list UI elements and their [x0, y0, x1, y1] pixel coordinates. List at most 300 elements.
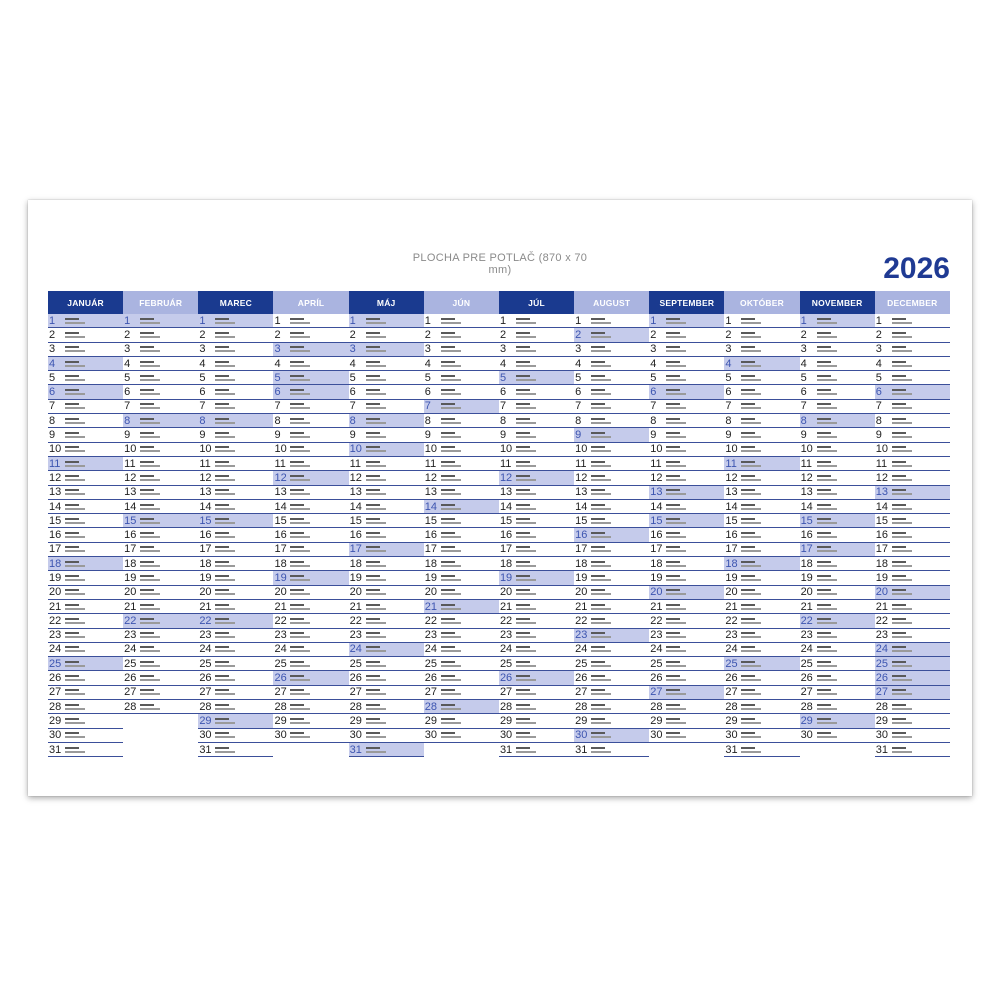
day-name-block	[288, 371, 348, 384]
day-name-block	[288, 471, 348, 484]
day-name-block	[589, 614, 649, 627]
day-number: 26	[499, 672, 513, 685]
day-name-block	[664, 528, 724, 541]
day-row	[273, 643, 348, 657]
day-number: 22	[575, 614, 588, 627]
day-name-block	[514, 629, 574, 642]
day-name-block	[213, 686, 273, 699]
day-number: 14	[875, 500, 888, 513]
day-name-block	[589, 400, 649, 413]
day-number: 11	[349, 457, 362, 470]
day-row	[499, 657, 574, 671]
day-number: 24	[274, 643, 287, 656]
day-name-block	[364, 543, 424, 556]
day-number: 3	[499, 343, 507, 356]
day-name-block	[890, 443, 950, 456]
day-row	[574, 328, 649, 342]
day-number: 30	[199, 729, 212, 742]
day-number: 15	[274, 514, 287, 527]
day-name-block	[364, 686, 424, 699]
day-name-block	[364, 671, 424, 684]
day-name-block	[739, 729, 799, 742]
day-row	[349, 371, 424, 385]
day-number: 27	[875, 686, 888, 699]
day-name-block	[589, 557, 649, 570]
day-number: 6	[199, 386, 206, 399]
day-number: 25	[49, 657, 62, 670]
day-number: 4	[499, 357, 507, 370]
day-number: 29	[800, 714, 813, 727]
day-row	[800, 428, 875, 442]
day-row	[424, 457, 499, 471]
day-number: 23	[575, 629, 588, 642]
day-row	[198, 686, 273, 700]
day-number: 8	[123, 414, 138, 427]
day-name-block	[213, 700, 273, 713]
day-name-block	[213, 443, 273, 456]
day-name-block	[63, 400, 123, 413]
day-name-block	[815, 714, 875, 727]
day-number: 22	[424, 614, 438, 627]
day-row	[499, 557, 574, 571]
day-number: 4	[424, 357, 431, 370]
day-row	[724, 457, 799, 471]
day-number: 31	[349, 743, 362, 756]
day-name-block	[739, 671, 799, 684]
day-number: 9	[49, 429, 56, 442]
day-number: 7	[575, 400, 582, 413]
day-number: 29	[725, 714, 738, 727]
day-name-block	[739, 328, 799, 341]
day-row	[123, 629, 198, 643]
day-row	[273, 614, 348, 628]
day-row	[499, 614, 574, 628]
day-name-block	[63, 586, 123, 599]
day-name-block	[138, 385, 198, 398]
day-row	[123, 486, 198, 500]
day-row	[875, 557, 950, 571]
day-number: 29	[650, 714, 663, 727]
day-name-block	[288, 700, 348, 713]
day-row	[724, 614, 799, 628]
day-row	[198, 343, 273, 357]
day-row	[349, 671, 424, 685]
day-row	[574, 400, 649, 414]
day-row	[875, 357, 950, 371]
day-row	[424, 571, 499, 585]
day-name-block	[138, 614, 198, 627]
day-row	[649, 385, 724, 399]
day-number: 5	[725, 371, 732, 384]
day-row	[48, 614, 123, 628]
day-name-block	[589, 586, 649, 599]
day-name-block	[890, 528, 950, 541]
day-row	[424, 643, 499, 657]
day-name-block	[288, 557, 348, 570]
day-row	[123, 643, 198, 657]
day-row	[424, 600, 499, 614]
day-row	[649, 400, 724, 414]
day-row	[499, 371, 574, 385]
day-name-block	[739, 714, 799, 727]
day-number: 2	[274, 328, 281, 341]
month-column	[424, 291, 499, 761]
day-name-block	[514, 586, 574, 599]
day-name-block	[890, 686, 950, 699]
day-name-block	[288, 657, 348, 670]
day-name-block	[739, 428, 799, 441]
day-name-block	[288, 414, 348, 427]
day-row	[499, 486, 574, 500]
day-row	[800, 514, 875, 528]
day-number: 26	[49, 672, 62, 685]
day-name-block	[664, 714, 724, 727]
day-name-block	[589, 486, 649, 499]
day-name-block	[589, 671, 649, 684]
day-number: 27	[725, 686, 738, 699]
day-row	[724, 486, 799, 500]
day-number: 18	[49, 557, 62, 570]
day-number: 22	[199, 614, 212, 627]
day-number: 19	[800, 571, 813, 584]
day-number: 30	[424, 729, 438, 742]
day-row	[198, 414, 273, 428]
day-row	[800, 371, 875, 385]
day-row	[424, 729, 499, 743]
day-number: 21	[575, 600, 588, 613]
day-row	[349, 614, 424, 628]
day-number: 19	[199, 571, 212, 584]
day-number: 3	[575, 343, 582, 356]
day-number: 10	[650, 443, 663, 456]
day-row	[800, 686, 875, 700]
day-row	[875, 328, 950, 342]
day-name-block	[890, 657, 950, 670]
day-name-block	[63, 471, 123, 484]
day-row	[424, 629, 499, 643]
day-row	[875, 457, 950, 471]
month-column	[875, 291, 950, 761]
day-row	[724, 629, 799, 643]
day-number: 24	[650, 643, 663, 656]
day-row	[424, 400, 499, 414]
day-name-block	[288, 671, 348, 684]
day-name-block	[439, 500, 499, 513]
day-name-block	[364, 643, 424, 656]
day-number: 3	[273, 343, 288, 356]
day-row	[499, 700, 574, 714]
day-row	[800, 643, 875, 657]
day-name-block	[288, 528, 348, 541]
day-row	[48, 385, 123, 399]
day-row	[123, 471, 198, 485]
day-row	[273, 471, 348, 485]
day-row	[273, 486, 348, 500]
day-number: 1	[875, 314, 882, 327]
day-name-block	[63, 714, 123, 727]
day-row	[499, 686, 574, 700]
day-row	[574, 414, 649, 428]
day-name-block	[514, 614, 574, 627]
day-number: 3	[199, 343, 206, 356]
day-row	[800, 528, 875, 542]
day-name-block	[815, 686, 875, 699]
day-number: 5	[349, 371, 356, 384]
day-row	[273, 586, 348, 600]
day-number: 2	[199, 328, 206, 341]
day-name-block	[213, 385, 273, 398]
day-name-block	[364, 528, 424, 541]
day-number: 15	[499, 514, 513, 527]
day-name-block	[664, 643, 724, 656]
day-row	[724, 700, 799, 714]
day-name-block	[514, 528, 574, 541]
day-number: 26	[274, 672, 287, 685]
day-name-block	[739, 457, 799, 470]
day-row	[875, 714, 950, 728]
day-number: 19	[499, 571, 513, 584]
day-number: 17	[274, 543, 287, 556]
day-number: 17	[875, 543, 888, 556]
day-row	[724, 428, 799, 442]
day-number: 13	[49, 486, 62, 499]
day-row	[800, 400, 875, 414]
day-name-block	[739, 600, 799, 613]
day-name-block	[288, 457, 348, 470]
day-row	[198, 629, 273, 643]
day-row	[273, 557, 348, 571]
day-number: 11	[199, 457, 211, 470]
day-name-block	[288, 314, 348, 327]
day-name-block	[364, 743, 424, 756]
day-row	[499, 714, 574, 728]
day-number: 23	[800, 629, 813, 642]
day-number: 23	[124, 629, 137, 642]
day-number: 13	[349, 486, 362, 499]
day-name-block	[288, 614, 348, 627]
day-row	[198, 400, 273, 414]
day-row	[48, 700, 123, 714]
day-number: 21	[349, 600, 362, 613]
day-number: 13	[800, 486, 813, 499]
day-number: 19	[575, 571, 588, 584]
day-row	[349, 443, 424, 457]
day-name-block	[815, 486, 875, 499]
day-row	[349, 714, 424, 728]
day-name-block	[138, 657, 198, 670]
day-row	[649, 328, 724, 342]
day-name-block	[664, 514, 724, 527]
day-name-block	[589, 657, 649, 670]
day-name-block	[63, 385, 123, 398]
day-number: 15	[124, 514, 137, 527]
day-number: 15	[875, 514, 888, 527]
day-name-block	[514, 400, 574, 413]
day-name-block	[815, 629, 875, 642]
day-row	[48, 357, 123, 371]
day-number: 6	[424, 386, 431, 399]
day-name-block	[213, 571, 273, 584]
day-name-block	[63, 557, 123, 570]
day-number: 8	[800, 414, 815, 427]
day-row	[349, 586, 424, 600]
day-row	[198, 671, 273, 685]
day-number: 29	[499, 714, 513, 727]
day-row	[574, 385, 649, 399]
day-number: 7	[349, 400, 356, 413]
day-row	[198, 371, 273, 385]
day-row	[574, 729, 649, 743]
day-name-block	[439, 428, 499, 441]
day-number: 18	[875, 557, 888, 570]
day-number: 26	[575, 672, 588, 685]
day-name-block	[664, 443, 724, 456]
day-number: 8	[49, 414, 56, 427]
day-row	[800, 700, 875, 714]
day-row	[349, 700, 424, 714]
day-row	[724, 643, 799, 657]
day-row	[48, 328, 123, 342]
day-name-block	[739, 700, 799, 713]
day-number: 25	[424, 657, 438, 670]
day-number: 4	[349, 357, 356, 370]
day-row	[499, 629, 574, 643]
day-name-block	[63, 629, 123, 642]
day-name-block	[63, 514, 123, 527]
month-header: APRÍL	[273, 291, 348, 314]
day-name-block	[514, 343, 574, 356]
day-row	[273, 514, 348, 528]
day-name-block	[63, 600, 123, 613]
day-name-block	[664, 657, 724, 670]
day-number: 18	[199, 557, 212, 570]
day-row	[875, 528, 950, 542]
day-name-block	[138, 443, 198, 456]
day-row	[273, 400, 348, 414]
day-row	[574, 557, 649, 571]
day-name-block	[815, 357, 875, 370]
day-number: 12	[199, 471, 212, 484]
day-number: 25	[650, 657, 663, 670]
day-number: 29	[875, 714, 888, 727]
day-row	[273, 671, 348, 685]
day-row	[800, 729, 875, 743]
day-name-block	[739, 343, 799, 356]
day-name-block	[890, 614, 950, 627]
day-number: 15	[424, 514, 438, 527]
day-name-block	[213, 600, 273, 613]
day-row	[273, 629, 348, 643]
day-number: 23	[499, 629, 513, 642]
day-row	[48, 528, 123, 542]
day-row	[574, 500, 649, 514]
day-number: 14	[124, 500, 137, 513]
day-number: 22	[725, 614, 738, 627]
month-column	[574, 291, 649, 761]
day-row	[123, 314, 198, 328]
day-row	[123, 686, 198, 700]
day-number: 11	[875, 457, 888, 470]
day-name-block	[138, 471, 198, 484]
day-row	[48, 428, 123, 442]
day-number: 31	[725, 743, 738, 756]
day-name-block	[739, 500, 799, 513]
day-row	[123, 528, 198, 542]
day-number: 2	[725, 328, 732, 341]
day-number: 30	[49, 729, 62, 742]
day-number: 25	[575, 657, 588, 670]
day-name-block	[890, 700, 950, 713]
day-number: 20	[199, 586, 212, 599]
day-row	[123, 714, 198, 728]
day-name-block	[63, 343, 123, 356]
day-number: 1	[123, 314, 138, 327]
day-name-block	[514, 385, 574, 398]
day-number: 12	[274, 471, 287, 484]
day-row	[48, 500, 123, 514]
day-number: 5	[499, 371, 514, 384]
day-number: 10	[199, 443, 212, 456]
day-name-block	[439, 357, 499, 370]
day-name-block	[514, 457, 574, 470]
day-row	[649, 428, 724, 442]
day-row	[349, 500, 424, 514]
day-row	[48, 600, 123, 614]
day-number: 18	[274, 557, 287, 570]
day-row	[724, 729, 799, 743]
day-row	[349, 514, 424, 528]
month-header: NOVEMBER	[800, 291, 875, 314]
day-name-block	[739, 629, 799, 642]
day-name-block	[439, 343, 499, 356]
day-name-block	[364, 500, 424, 513]
day-name-block	[664, 500, 724, 513]
day-number: 16	[800, 529, 813, 542]
day-row	[649, 414, 724, 428]
day-row	[123, 657, 198, 671]
day-name-block	[664, 671, 724, 684]
day-row	[123, 586, 198, 600]
day-number: 4	[48, 357, 63, 370]
day-number: 4	[724, 357, 739, 370]
day-row	[724, 571, 799, 585]
day-number: 3	[49, 343, 56, 356]
day-row	[198, 700, 273, 714]
day-name-block	[288, 586, 348, 599]
day-name-block	[514, 486, 574, 499]
day-name-block	[589, 543, 649, 556]
day-name-block	[63, 571, 123, 584]
day-name-block	[514, 600, 574, 613]
day-row	[649, 500, 724, 514]
day-row	[424, 371, 499, 385]
day-row	[649, 600, 724, 614]
day-number: 31	[499, 743, 513, 756]
day-row	[800, 614, 875, 628]
day-row	[499, 400, 574, 414]
day-number: 10	[875, 443, 888, 456]
day-row	[198, 571, 273, 585]
day-number: 4	[274, 357, 281, 370]
day-number: 5	[199, 371, 206, 384]
day-number: 18	[349, 557, 362, 570]
day-row	[424, 657, 499, 671]
day-number: 18	[650, 557, 663, 570]
day-name-block	[138, 400, 198, 413]
day-number: 17	[725, 543, 738, 556]
day-row	[48, 457, 123, 471]
day-row	[273, 657, 348, 671]
